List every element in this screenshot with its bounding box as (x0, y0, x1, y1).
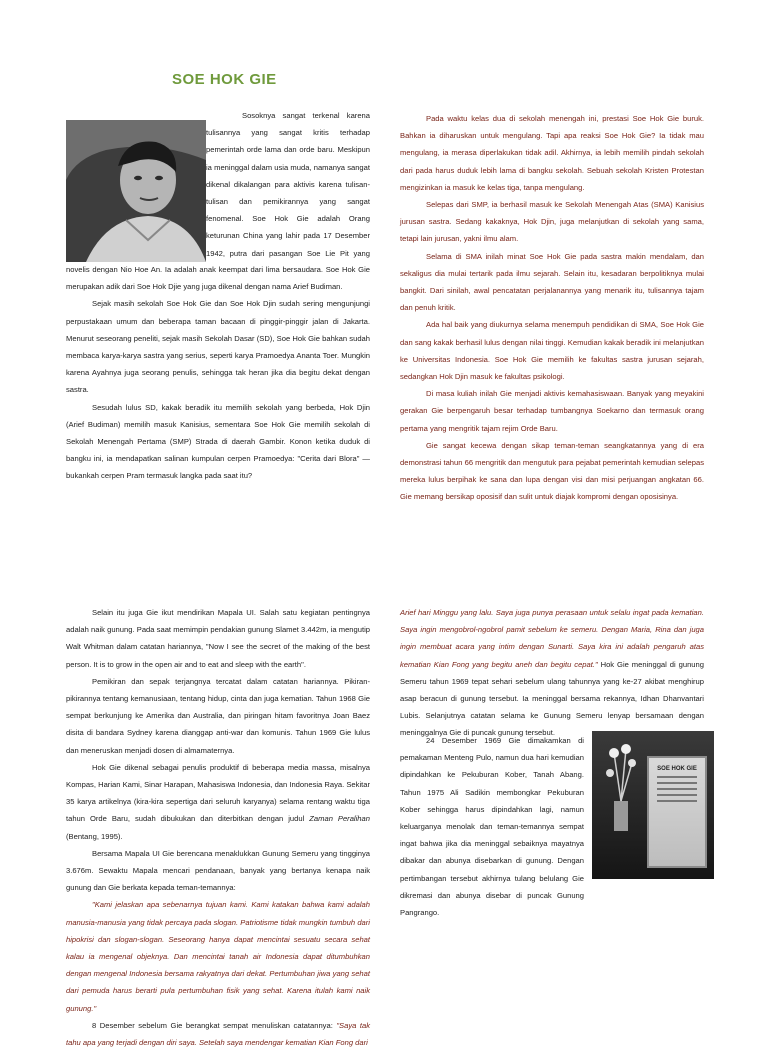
column2-bottom (400, 604, 704, 742)
quote-continued: Arief hari Minggu yang lalu. Saya juga punya perasaan untuk selalu ingat pada kematian. Saya ingin mengobrol-ngobrol pamit sebelum ke semeru. Dengan Maria, Rina dan juga ingin membuat acara yang intim dengan Sunarti. Saya kira ini adalah pengaruh atas kematian Kian Fong yang begitu aneh dan begitu cepat." (400, 608, 704, 669)
penulis-text-end: (Bentang, 1995). (66, 831, 123, 841)
soe-hok-gie-portrait-photo (66, 120, 206, 262)
paragraph-pemikiran: Pemikiran dan sepak terjangnya tercatat dalam catatan hariannya. Pikiran-pikirannya tentang kemanusiaan, tentang hidup, cinta dan juga kematian. Tahun 1968 Gie sempat berkunjung ke Amerika dan Australia, dan piringan hitam favoritnya Joan Baez disita di bandara Sydney karena dianggap anti-war dan komunis. Tahun 1969 Gie lulus dan meneruskan menjadi dosen di almamaternya. (66, 676, 370, 755)
intro-paragraph: Sosoknya sangat terkenal karena tulisannya yang sangat kritis terhadap pemerintah orde lama dan orde baru. Meskipun ia meninggal dalam usia muda, namanya sangat dikenal dikalangan para aktivis karena tulisan-tulisan dan pemikirannya yang sangat fenomenal. Soe Hok Gie adalah Orang keturunan China yang lahir pada 17 Desember 1942, putra dari pasangan Soe Lie Pit yang (206, 111, 370, 258)
penulis-text: Hok Gie dikenal sebagai penulis produktif di beberapa media massa, misalnya Kompas, Harian Kami, Sinar Harapan, Mahasiswa Indonesia, dan Indonesia Raya. Sekitar 35 karya artikelnya (kira-kira sepertiga dari seluruh karyanya) selama rentang waktu tiga tahun Orde Baru, sudah dibukukan dan diterbitkan dengan judul (66, 762, 370, 824)
meninggal-text: Hok Gie meninggal di gunung Semeru tahun 1969 tepat sehari sebelum ulang tahunnya yang ke-27 akibat menghirup asap beracun di gunung tersebut. Ia meninggal bersama rekannya, Idhan Dhanvantari Lubis. Selanjutnya catatan selama ke Gunung Semeru lenyap bersamaan dengan meninggalnya Gie di puncak gunung tersebut. (400, 659, 704, 738)
paragraph-mapala: Selain itu juga Gie ikut mendirikan Mapala UI. Salah satu kegiatan pentingnya adalah naik gunung. Pada saat memimpin pendakian gunung Slamet 3.442m, ia mengutip Walt Whitman dalam catatan hariannya, "Now I see the secret of the making of the best person. It is to grow in the open air and to eat and sleep with the earth". (66, 608, 370, 669)
portrait-illustration (66, 120, 206, 262)
book-title: Zaman Peralihan (309, 814, 370, 824)
article-title: SOE HOK GIE (172, 71, 277, 88)
paragraph-kelas-dua: Pada waktu kelas dua di sekolah menengah ini, prestasi Soe Hok Gie buruk. Bahkan ia diharuskan untuk mengulang. Tapi apa reaksi Soe Hok Gie? Ia tidak mau mengulang, ia merasa diperlakukan tidak adil. Akhirnya, ia lebih memilih pindah sekolah dari pada harus duduk lebih lama di bangku sekolah. Sebuah sekolah Kristen Protestan mengizinkan ia masuk ke kelas tiga, tanpa mengulang. (400, 114, 704, 192)
column1-top-wrap-text (206, 107, 370, 261)
gravestone-line (657, 800, 697, 802)
column1-bottom (66, 604, 370, 1051)
paragraph-8-desember (66, 1017, 370, 1051)
column2-bottom-wrap (400, 732, 584, 921)
quote-paragraph: "Kami jelaskan apa sebenarnya tujuan kami. Kami katakan bahwa kami adalah manusia-manusia yang tidak percaya pada slogan. Patriotisme tidak mungkin tumbuh dari hipokrisi dan slogan-slogan. Seseorang hanya dapat mencintai sesuatu secara sehat kalau ia mengenal objeknya. Dan mencintai tanah air Indonesia dapat ditumbuhkan dengan mengenal Indonesia bersama rakyatnya dari dekat. Pertumbuhan jiwa yang sehat dari pemuda harus berarti pula pertumbuhan fisik yang sehat. Karena itulah kami naik gunung." (66, 900, 370, 1013)
paragraph-sma: Selepas dari SMP, ia berhasil masuk ke Sekolah Menengah Atas (SMA) Kanisius jurusan sastra. Sedang kakaknya, Hok Djin, juga melanjutkan di sekolah yang sama, tetapi lain jurusan, yakni ilmu alam. (400, 200, 704, 244)
paragraph-aktivis: Di masa kuliah inilah Gie menjadi aktivis kemahasiswaan. Banyak yang meyakini gerakan Gie berpengaruh besar terhadap tumbangnya Soekarno dan termasuk orang pertama yang mengritik tajam rejim Orde Baru. (400, 389, 704, 433)
gravestone-line (657, 782, 697, 784)
paragraph-childhood: Sejak masih sekolah Soe Hok Gie dan Soe Hok Djin sudah sering mengunjungi perpustakaan umum dan beberapa taman bacaan di pinggir-pinggir jalan di Jakarta. Menurut seseorang peneliti, sejak masih Sekolah Dasar (SD), Soe Hok Gie bahkan sudah membaca karya-karya sastra yang serius, seperti karya Pramoedya Ananta Toer. Mungkin karena Ayahnya juga seorang penulis, sehingga tak heran jika dia begitu dekat dengan sastra. (66, 299, 370, 395)
column1-top (66, 261, 370, 485)
gravestone-name: SOE HOK GIE (657, 766, 697, 772)
gravestone-line (657, 776, 697, 778)
desember-quote: "Saya tak tahu apa yang terjadi dengan diri saya. Setelah saya mendengar kematian Kian Fong dari (66, 1020, 371, 1048)
paragraph-smp: Sesudah lulus SD, kakak beradik itu memilih sekolah yang berbeda, Hok Djin (Arief Budiman) memilih masuk Kanisius, sementara Soe Hok Gie memilih sekolah di Sekolah Menengah Pertama (SMP) Strada di daerah Gambir. Konon ketika duduk di bangku ini, ia mendapatkan salinan kumpulan cerpen Pramoedya: "Cerita dari Blora" —bukankah cerpen Pram termasuk langka pada saat itu? (66, 402, 370, 481)
intro-paragraph-part (206, 107, 370, 261)
paragraph-meninggal (400, 604, 704, 742)
intro-paragraph-continued: novelis dengan Nio Hoe An. Ia adalah anak keempat dari lima bersaudara. Soe Hok Gie merupakan adik dari Soe Hok Djie yang juga dikenal dengan nama Arief Budiman. (66, 265, 370, 292)
paragraph-semeru: Bersama Mapala UI Gie berencana menaklukkan Gunung Semeru yang tingginya 3.676m. Sewaktu Mapala mencari pendanaan, banyak yang bertanya kenapa naik gunung dan Gie berkata kepada teman-temannya: (66, 848, 370, 893)
gravestone-photo (592, 731, 714, 879)
flowers-illustration (606, 741, 636, 831)
paragraph-penulis (66, 759, 370, 845)
paragraph-universitas: Ada hal baik yang diukurnya selama menempuh pendidikan di SMA, Soe Hok Gie dan sang kakak berhasil lulus dengan nilai tinggi. Kemudian kakak beradik ini melanjutkan ke Universitas Indonesia. Soe Hok Gie memilih ke fakultas sastra jurusan sejarah, sedangkan Hok Djin masuk ke fakultas psikologi. (400, 320, 704, 382)
gravestone (647, 756, 707, 868)
desember-text: 8 Desember sebelum Gie berangkat sempat menuliskan catatannya: (92, 1020, 337, 1030)
gravestone-line (657, 788, 697, 790)
paragraph-kecewa: Gie sangat kecewa dengan sikap teman-teman seangkatannya yang di era demonstrasi tahun 66 mengritik dan mengutuk para pejabat pemerintah kemudian selepas mereka lulus berpihak ke sana dan lupa dengan visi dan misi perjuangan angkatan 66. Gie memang bersikap oposisif dan sulit untuk diajak kompromi dengan oposisinya. (400, 440, 704, 502)
gravestone-line (657, 794, 697, 796)
paragraph-minat-sastra: Selama di SMA inilah minat Soe Hok Gie pada sastra makin mendalam, dan sekaligus dia mulai tertarik pada ilmu sejarah. Selain itu, kesadaran berpolitiknya mulai bangkit. Dari sinilah, awal pencatatan perjalanannya yang menarik itu, tulisannya tajam dan penuh kritik. (400, 251, 704, 313)
paragraph-pemakaman: 24 Desember 1969 Gie dimakamkan di pemakaman Menteng Pulo, namun dua hari kemudian dipindahkan ke Pekuburan Kober, Tanah Abang. Tahun 1975 Ali Sadikin membongkar Pekuburan Kober sehingga harus dipindahkan lagi, namun keluarganya menolak dan teman-temannya sempat ingat bahwa jika dia meninggal sebaiknya mayatnya dibakar dan abunya disebarkan di gunung. Dengan pertimbangan tersebut akhirnya tulang belulang Gie dikremasi dan abunya disebar di puncak Gunung Pangrango. (400, 736, 584, 918)
column2-top (400, 110, 704, 506)
